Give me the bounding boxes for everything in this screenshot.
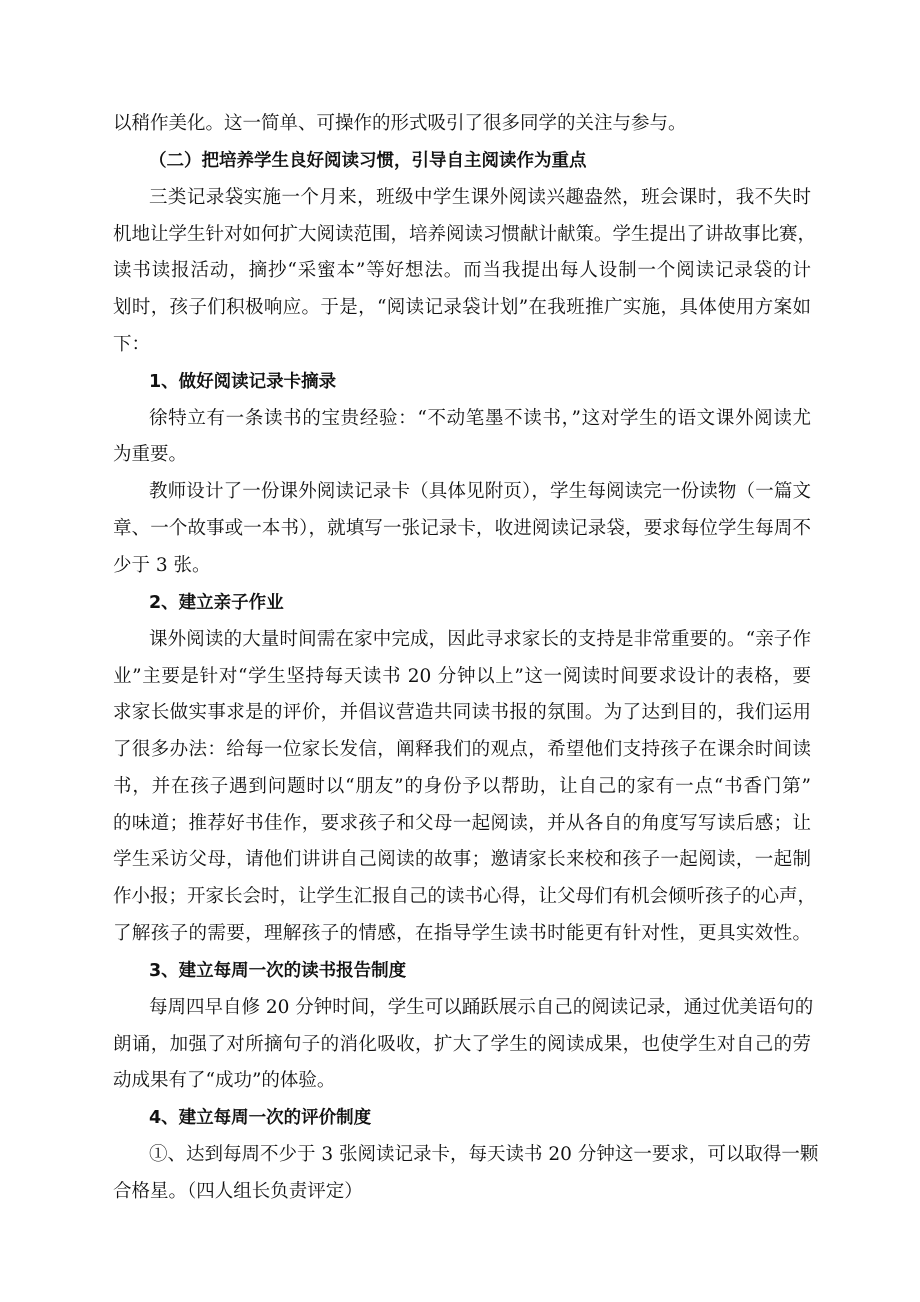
text-line: 教师设计了一份课外阅读记录卡（具体见附页），学生每阅读完一份读物（一篇文 [149, 481, 811, 502]
text-line: 三类记录袋实施一个月来，班级中学生课外阅读兴趣盎然，班会课时，我不失时 [149, 187, 811, 208]
subsection-heading: 3、建立每周一次的读书报告制度 [149, 961, 407, 981]
text-line: 求家长做实事求是的评价，并倡议营造共同读书报的氛围。为了达到目的，我们运用 [113, 702, 811, 723]
text-line: ①、达到每周不少于 3 张阅读记录卡，每天读书 20 分钟这一要求，可以取得一颗 [149, 1144, 819, 1165]
text-line: 徐特立有一条读书的宝贵经验：“不动笔墨不读书，”这对学生的语文课外阅读尤 [149, 408, 811, 429]
text-line: 学生采访父母，请他们讲讲自己阅读的故事；邀请家长来校和孩子一起阅读，一起制 [113, 849, 811, 870]
text-line: 读书读报活动，摘抄“采蜜本”等好想法。而当我提出每人设制一个阅读记录袋的计 [113, 260, 811, 281]
text-line: 动成果有了“成功”的体验。 [113, 1070, 336, 1091]
subsection-heading: 2、建立亲子作业 [149, 593, 284, 613]
text-line: 每周四早自修 20 分钟时间，学生可以踊跃展示自己的阅读记录，通过优美语句的 [149, 997, 814, 1018]
text-line: 业”主要是针对“学生坚持每天读书 20 分钟以上”这一阅读时间要求设计的表格，要 [113, 666, 811, 687]
text-line: 机地让学生针对如何扩大阅读范围，培养阅读习惯献计献策。学生提出了讲故事比赛， [113, 224, 817, 245]
text-line: 了很多办法：给每一位家长发信，阐释我们的观点，希望他们支持孩子在课余时间读 [113, 739, 811, 760]
text-line: 划时，孩子们积极响应。于是，“阅读记录袋计划”在我班推广实施，具体使用方案如 [113, 297, 811, 318]
text-line: 作小报；开家长会时，让学生汇报自己的读书心得，让父母们有机会倾听孩子的心声， [113, 886, 817, 907]
text-line: 了解孩子的需要，理解孩子的情感，在指导学生读书时能更有针对性，更具实效性。 [113, 923, 811, 944]
text-line: 为重要。 [113, 444, 188, 465]
text-line: 合格星。（四人组长负责评定） [113, 1181, 363, 1202]
text-line: 少于 3 张。 [113, 555, 211, 576]
text-line: 下： [113, 334, 151, 355]
text-line: 课外阅读的大量时间需在家中完成，因此寻求家长的支持是非常重要的。“亲子作 [149, 629, 811, 650]
text-line: 朗诵，加强了对所摘句子的消化吸收，扩大了学生的阅读成果，也使学生对自己的劳 [113, 1034, 811, 1055]
text-line: 的味道；推荐好书佳作，要求孩子和父母一起阅读，并从各自的角度写写读后感；让 [113, 813, 811, 834]
text-line: 以稍作美化。这一简单、可操作的形式吸引了很多同学的关注与参与。 [113, 113, 687, 134]
text-line: 书，并在孩子遇到问题时以“朋友”的身份予以帮助，让自己的家有一点“书香门第” [113, 776, 811, 797]
section-heading: （二）把培养学生良好阅读习惯，引导自主阅读作为重点 [149, 151, 587, 171]
subsection-heading: 1、做好阅读记录卡摘录 [149, 372, 337, 392]
text-line: 章、一个故事或一本书），就填写一张记录卡，收进阅读记录袋，要求每位学生每周不 [113, 518, 811, 539]
subsection-heading: 4、建立每周一次的评价制度 [149, 1108, 372, 1128]
